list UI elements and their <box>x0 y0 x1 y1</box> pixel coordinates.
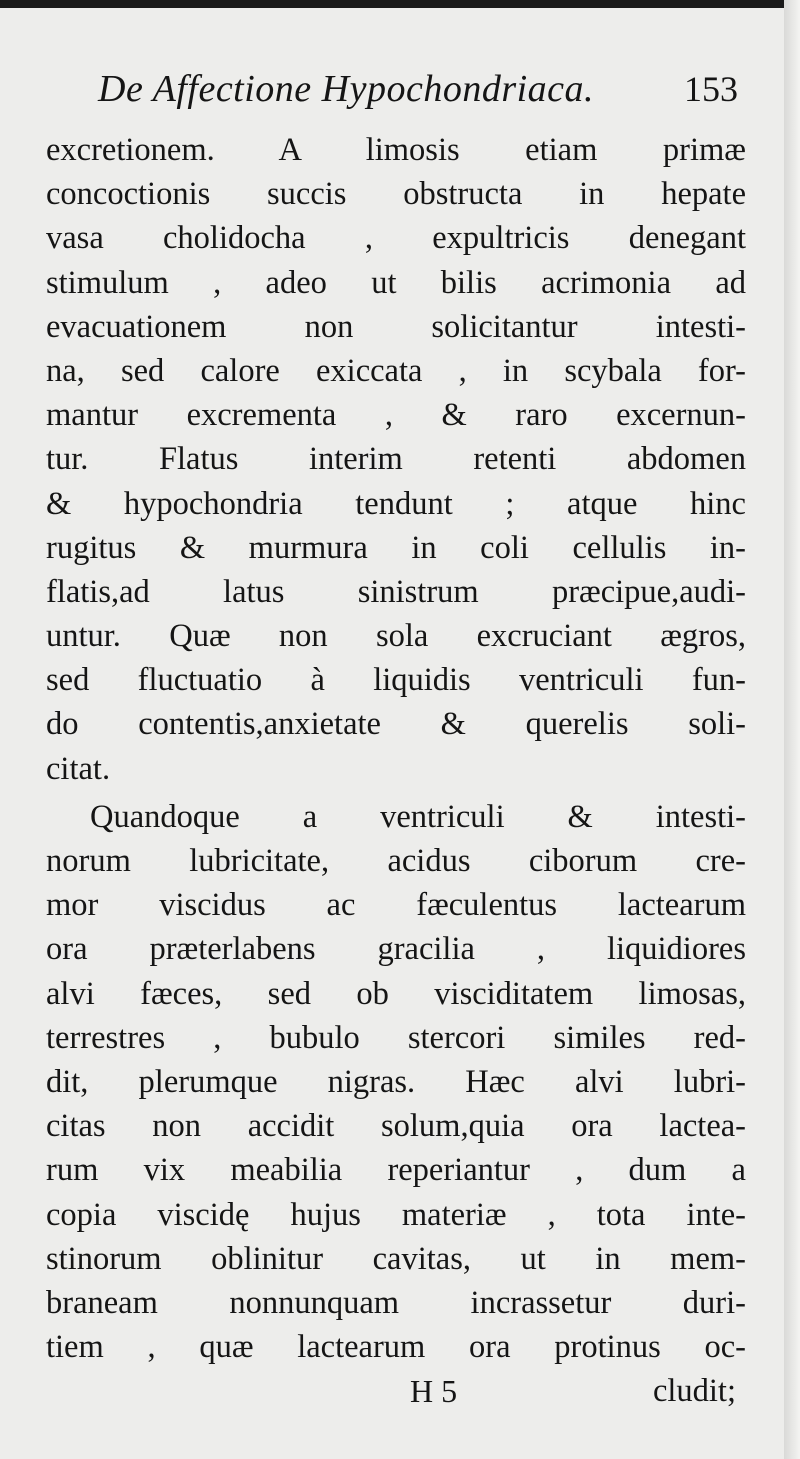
signature-mark: H 5 <box>410 1373 458 1409</box>
page-number: 153 <box>684 69 738 109</box>
text-line: copia viscidę hujus materiæ , tota inte- <box>46 1196 746 1233</box>
text-line: na, sed calore exiccata , in scybala for- <box>46 352 746 389</box>
text-line: norum lubricitate, acidus ciborum cre- <box>46 843 746 879</box>
text-line: untur. Quæ non sola excruciant ægros, <box>46 618 746 655</box>
text-line: mantur excrementa , & raro excernun- <box>46 397 746 434</box>
text-line: do contentis,anxietate & querelis soli- <box>46 706 746 743</box>
text-line: ora præterlabens gracilia , liquidiores <box>46 931 746 968</box>
text-line: braneam nonnunquam incrassetur duri- <box>46 1284 746 1321</box>
catchword: cludit; <box>652 1373 736 1409</box>
book-page <box>36 60 756 1440</box>
text-line: citat. <box>46 750 111 787</box>
text-line: sed fluctuatio à liquidis ventriculi fun- <box>46 662 746 699</box>
text-line: flatis,ad latus sinistrum præcipue,audi- <box>46 573 746 610</box>
text-line: stinorum oblinitur cavitas, ut in mem- <box>46 1240 746 1277</box>
text-line: excretionem. A limosis etiam primæ <box>46 132 746 168</box>
scan-top-edge <box>0 0 800 8</box>
body-text <box>46 128 746 1369</box>
text-line: evacuationem non solicitantur intesti- <box>46 308 746 345</box>
text-line: terrestres , bubulo stercori similes red- <box>46 1019 746 1056</box>
text-line: mor viscidus ac fæculentus lactearum <box>46 887 746 924</box>
text-line: dit, plerumque nigras. Hæc alvi lubri- <box>46 1063 746 1100</box>
text-line: rum vix meabilia reperiantur , dum a <box>46 1152 746 1189</box>
text-line: vasa cholidocha , expultricis denegant <box>46 220 746 257</box>
running-title: De Affectione Hypochondriaca. <box>98 68 595 110</box>
text-line: concoctionis succis obstructa in hepate <box>46 176 746 213</box>
text-line: tiem , quæ lactearum ora protinus oc- <box>46 1329 746 1366</box>
running-head <box>98 62 738 120</box>
text-line: stimulum , adeo ut bilis acrimonia ad <box>46 264 746 301</box>
text-line: rugitus & murmura in coli cellulis in- <box>46 529 746 566</box>
text-line: & hypochondria tendunt ; atque hinc <box>46 485 746 522</box>
text-line: tur. Flatus interim retenti abdomen <box>46 441 746 478</box>
page-footer <box>36 1368 736 1418</box>
scan-right-edge <box>784 0 800 1459</box>
text-line: Quandoque a ventriculi & intesti- <box>90 798 746 835</box>
text-line: alvi fæces, sed ob visciditatem limosas, <box>46 975 746 1012</box>
text-line: citas non accidit solum,quia ora lactea- <box>46 1108 746 1145</box>
